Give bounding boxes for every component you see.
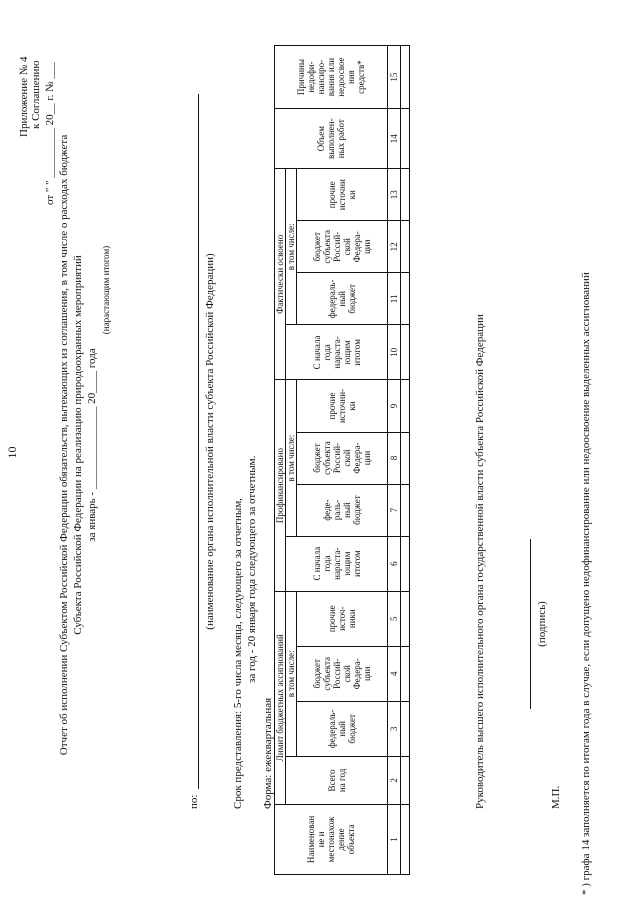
- column-number: 14: [388, 109, 401, 169]
- report-period-line: за январь - _______________ 20____ года: [86, 348, 98, 542]
- column-number: 9: [388, 380, 401, 432]
- column-number: 7: [388, 484, 401, 536]
- empty-cell: [401, 804, 410, 874]
- column-number: 10: [388, 325, 401, 380]
- header-total-year: Всего на год: [286, 756, 388, 804]
- signature-line: [530, 539, 531, 709]
- submission-line1: Срок представления: 5-го числа месяца, следующего за отчетным,: [232, 498, 244, 809]
- column-number: 8: [388, 432, 401, 484]
- organ-caption: (наименование органа исполнительной власти субъекта Российской Федерации): [204, 253, 216, 630]
- empty-cell: [401, 484, 410, 536]
- header-financed-subject: бюджет субъекта Россий- ской Федера- ции: [297, 432, 388, 484]
- empty-cell: [401, 536, 410, 591]
- header-spent-in-that-number: в том числе:: [286, 169, 297, 325]
- header-financed-other: прочие источни- ки: [297, 380, 388, 432]
- report-title-line2: Субъекта Российской Федерации на реализацию природоохранных мероприятий: [72, 255, 84, 635]
- empty-cell: [401, 46, 410, 109]
- submission-line2: за год - 20 января года следующего за отчетным.: [246, 455, 258, 683]
- empty-cell: [401, 591, 410, 646]
- stamp-label: М.П.: [550, 785, 562, 809]
- column-number: 2: [388, 756, 401, 804]
- header-object-name: Наименован ие и местонахож дение объекта: [275, 804, 388, 874]
- report-period-note: (нарастающим итогом): [101, 245, 111, 335]
- header-spent-since-start: С начала года нараста- ющим итогом: [286, 325, 388, 380]
- header-volume: Объем выполнен- ных работ: [275, 109, 388, 169]
- column-number: 13: [388, 169, 401, 221]
- report-title-line1: Отчет об исполнении Субъектом Российской Федерации обязательств, вытекающих из соглашения, в том числе о расходах бюджета: [58, 134, 70, 756]
- header-financed-since-start: С начала года нараста- ющим итогом: [286, 536, 388, 591]
- header-group-financed: Профинансировано: [275, 380, 286, 591]
- column-number: 1: [388, 804, 401, 874]
- header-limit-federal: федераль- ный бюджет: [297, 701, 388, 756]
- empty-cell: [401, 646, 410, 701]
- header-reasons: Причины недофи- нансиро- вания или недоосвое ния средств*: [275, 46, 388, 109]
- head-signature-label: Руководитель высшего исполнительного органа государственной власти субъекта Российской Федерации: [474, 314, 486, 809]
- header-group-limit: Лимит бюджетных ассигнований: [275, 591, 286, 804]
- empty-cell: [401, 756, 410, 804]
- empty-cell: [401, 380, 410, 432]
- appendix-date-line: от " " _________ 20__ г. № ___: [44, 62, 56, 205]
- header-financed-in-that-number: в том числе:: [286, 380, 297, 536]
- column-number: 15: [388, 46, 401, 109]
- column-number: 3: [388, 701, 401, 756]
- header-financed-federal: феде- раль- ный бюджет: [297, 484, 388, 536]
- column-number: 4: [388, 646, 401, 701]
- submission-form: Форма: ежеквартальная: [262, 697, 274, 809]
- appendix-agreement: к Соглашению: [30, 60, 42, 129]
- organ-name-line: [198, 94, 199, 789]
- header-spent-subject: бюджет субъекта Россий- ской Федера- ции: [297, 221, 388, 273]
- empty-cell: [401, 432, 410, 484]
- column-number-row: [388, 46, 401, 875]
- empty-cell: [401, 169, 410, 221]
- report-table: [274, 45, 410, 875]
- header-limit-subject: бюджет субъекта Россий- ской Федера- ции: [297, 646, 388, 701]
- appendix-title: Приложение № 4: [18, 56, 30, 137]
- column-number: 11: [388, 273, 401, 325]
- empty-cell: [401, 701, 410, 756]
- header-limit-in-that-number: в том числе:: [286, 591, 297, 756]
- header-group-spent: Фактически освоено: [275, 169, 286, 380]
- header-spent-other: прочие источни ки: [297, 169, 388, 221]
- header-limit-other: прочие источ- ники: [297, 591, 388, 646]
- footnote: * ) графа 14 заполняется по итогам года в случае, если допущено недофинансирование или недоосвоение выделенных ассигнований: [580, 272, 592, 895]
- by-label: по:: [188, 794, 200, 809]
- empty-cell: [401, 109, 410, 169]
- column-number: 12: [388, 221, 401, 273]
- empty-data-row: [401, 46, 410, 875]
- signature-caption: (подпись): [536, 601, 548, 647]
- empty-cell: [401, 325, 410, 380]
- empty-cell: [401, 273, 410, 325]
- column-number: 5: [388, 591, 401, 646]
- page-number: 10: [5, 446, 19, 459]
- column-number: 6: [388, 536, 401, 591]
- header-spent-federal: федераль- ный бюджет: [297, 273, 388, 325]
- empty-cell: [401, 221, 410, 273]
